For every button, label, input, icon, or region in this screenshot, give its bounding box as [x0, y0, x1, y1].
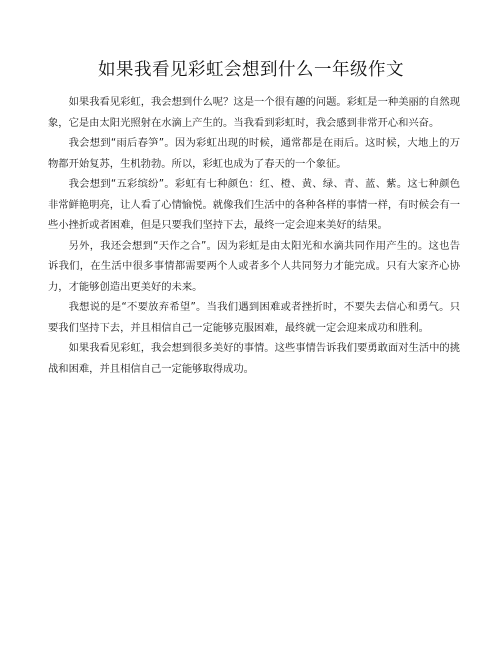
paragraph: 如果我看见彩虹，我会想到很多美好的事情。这些事情告诉我们要勇敢面对生活中的挑战和困难，并且相信自己一定能够取得成功。 [48, 342, 460, 375]
document-title: 如果我看见彩虹会想到什么一年级作文 [98, 60, 404, 80]
paragraph: 另外，我还会想到“天作之合”。因为彩虹是由太阳光和水滴共同作用产生的。这也告诉我们，在生活中很多事情都需要两个人或者多个人共同努力才能完成。只有大家齐心协力，才能够创造出更美好的未来。 [48, 239, 460, 293]
paragraph: 我会想到“雨后春笋”。因为彩虹出现的时候，通常都是在雨后。这时候，大地上的万物都开始复苏，生机勃勃。所以，彩虹也成为了春天的一个象征。 [48, 137, 460, 170]
paragraph: 我会想到“五彩缤纷”。彩虹有七种颜色：红、橙、黄、绿、青、蓝、紫。这七种颜色非常鲜艳明亮，让人看了心情愉悦。就像我们生活中的各种各样的事情一样，有时候会有一些小挫折或者困难，但是只要我们坚持下去，最终一定会迎来美好的结果。 [48, 178, 460, 231]
paragraph: 如果我看见彩虹，我会想到什么呢？这是一个很有趣的问题。彩虹是一种美丽的自然现象，它是由太阳光照射在水滴上产生的。当我看到彩虹时，我会感到非常开心和兴奋。 [48, 96, 460, 129]
document-body [48, 92, 460, 379]
paragraph: 我想说的是“不要放弃希望”。当我们遇到困难或者挫折时，不要失去信心和勇气。只要我们坚持下去，并且相信自己一定能够克服困难，最终就一定会迎来成功和胜利。 [48, 301, 460, 334]
